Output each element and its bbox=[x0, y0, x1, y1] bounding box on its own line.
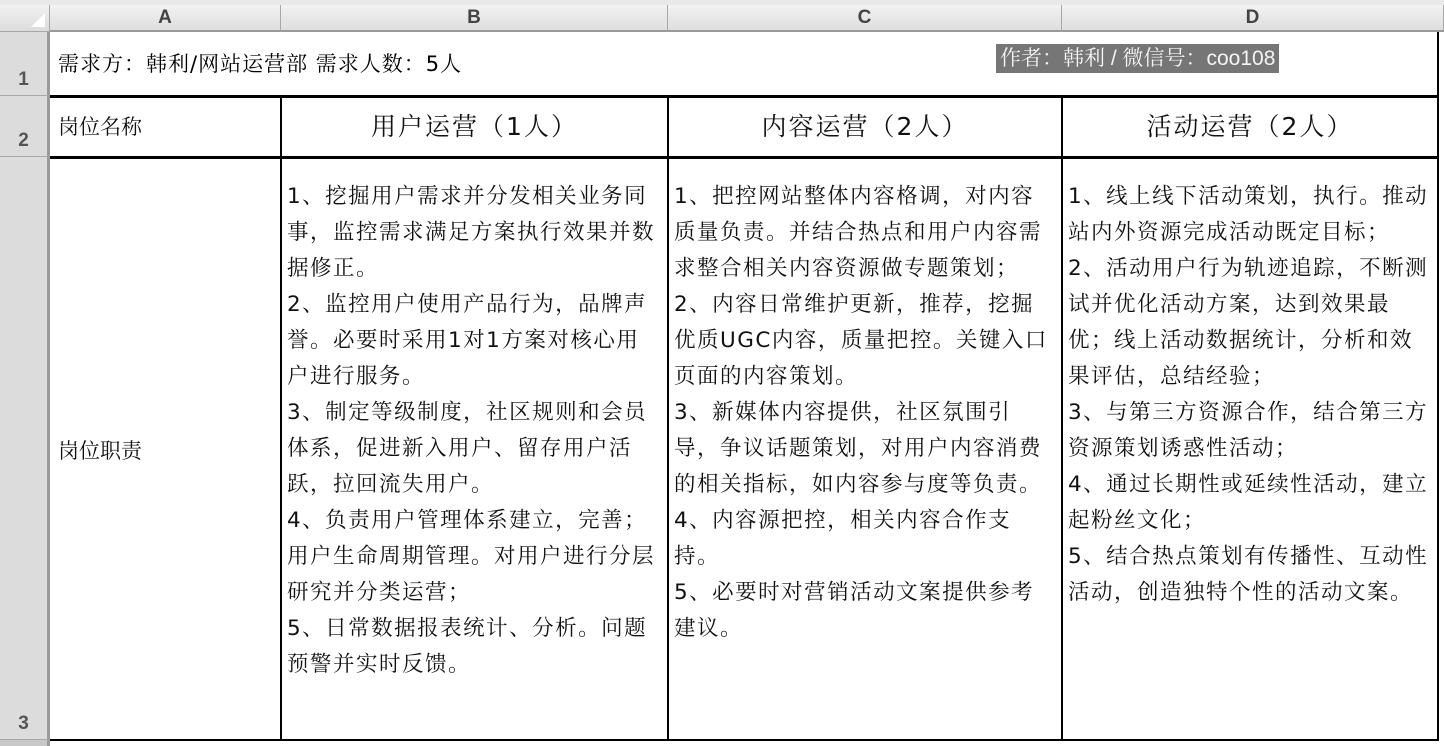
duty-item: 4、负责用户管理体系建立，完善；用户生命周期管理。对用户进行分层研究并分类运营； bbox=[287, 508, 656, 605]
cell-a2[interactable] bbox=[50, 96, 281, 157]
duty-item: 4、内容源把控，相关内容合作支持。 bbox=[674, 508, 1012, 569]
duties-label: 岗位职责 bbox=[58, 439, 142, 463]
grid-line bbox=[50, 739, 1439, 741]
column-header-d[interactable]: D bbox=[1062, 5, 1444, 32]
requirement-title: 需求方：韩利/网站运营部 需求人数：5人 bbox=[58, 52, 463, 76]
duty-item: 4、通过长期性或延续性活动，建立起粉丝文化； bbox=[1068, 472, 1429, 533]
cell-a3[interactable] bbox=[50, 157, 281, 740]
duty-item: 5、日常数据报表统计、分析。问题预警并实时反馈。 bbox=[287, 616, 648, 677]
column-header-b[interactable]: B bbox=[281, 5, 668, 32]
duty-item: 5、必要时对营销活动文案提供参考建议。 bbox=[674, 580, 1035, 641]
select-all-triangle-icon bbox=[31, 13, 45, 27]
duty-item: 1、挖掘用户需求并分发相关业务同事，监控需求满足方案执行效果并数据修正。 bbox=[287, 184, 656, 281]
row-header-1[interactable] bbox=[0, 32, 50, 96]
grid-line bbox=[280, 96, 282, 740]
duty-item: 2、内容日常维护更新，推荐，挖掘优质UGC内容，质量把控。关键入口页面的内容策划。 bbox=[674, 292, 1048, 389]
cell-d3[interactable] bbox=[1062, 157, 1438, 740]
duty-item: 3、与第三方资源合作，结合第三方资源策划诱惑性活动； bbox=[1068, 400, 1429, 461]
duty-item: 2、监控用户使用产品行为，品牌声誉。必要时采用1对1方案对核心用户进行服务。 bbox=[287, 292, 648, 389]
duty-item: 5、结合热点策划有传播性、互动性活动，创造独特个性的活动文案。 bbox=[1068, 544, 1429, 605]
position-user-ops: 用户运营（1人） bbox=[371, 112, 578, 141]
row-number: 3 bbox=[18, 713, 29, 734]
column-header-c[interactable]: C bbox=[668, 5, 1062, 32]
duty-item: 1、线上线下活动策划，执行。推动站内外资源完成活动既定目标； bbox=[1068, 184, 1429, 245]
content-ops-duties bbox=[668, 159, 1062, 647]
cell-d2[interactable] bbox=[1062, 96, 1438, 157]
cell-c2[interactable] bbox=[668, 96, 1062, 157]
cell-c3[interactable] bbox=[668, 157, 1062, 740]
row-header-2[interactable] bbox=[0, 96, 50, 157]
grid-line bbox=[50, 156, 1439, 158]
duty-item: 3、制定等级制度，社区规则和会员体系，促进新入用户、留存用户活跃，拉回流失用户。 bbox=[287, 400, 648, 497]
duty-item: 3、新媒体内容提供，社区氛围引导，争议话题策划，对用户内容消费的相关指标，如内容参与度等负责。 bbox=[674, 400, 1043, 497]
column-header-a[interactable]: A bbox=[50, 5, 281, 32]
user-ops-duties bbox=[281, 159, 668, 683]
duty-item: 2、活动用户行为轨迹追踪，不断测试并优化活动方案，达到效果最优；线上活动数据统计，分析和效果评估，总结经验； bbox=[1068, 256, 1429, 389]
event-ops-duties bbox=[1062, 159, 1438, 611]
duty-item: 1、把控网站整体内容格调，对内容质量负责。并结合热点和用户内容需求整合相关内容资源做专题策划； bbox=[674, 184, 1043, 281]
row-number: 2 bbox=[18, 130, 29, 151]
cell-b3[interactable] bbox=[281, 157, 668, 740]
row-number: 1 bbox=[18, 69, 29, 90]
grid-line bbox=[667, 96, 669, 740]
position-name-label: 岗位名称 bbox=[58, 115, 142, 139]
author-badge: 作者：韩利 / 微信号：coo108 bbox=[996, 44, 1279, 73]
grid-line bbox=[50, 95, 1439, 97]
row-header-3[interactable] bbox=[0, 157, 50, 740]
row-header-4[interactable] bbox=[0, 740, 50, 746]
position-event-ops: 活动运营（2人） bbox=[1146, 112, 1354, 141]
grid-line bbox=[1437, 32, 1439, 740]
position-content-ops: 内容运营（2人） bbox=[761, 112, 969, 141]
grid-line bbox=[1061, 96, 1063, 740]
select-all-button[interactable] bbox=[0, 5, 50, 32]
cell-b2[interactable] bbox=[281, 96, 668, 157]
